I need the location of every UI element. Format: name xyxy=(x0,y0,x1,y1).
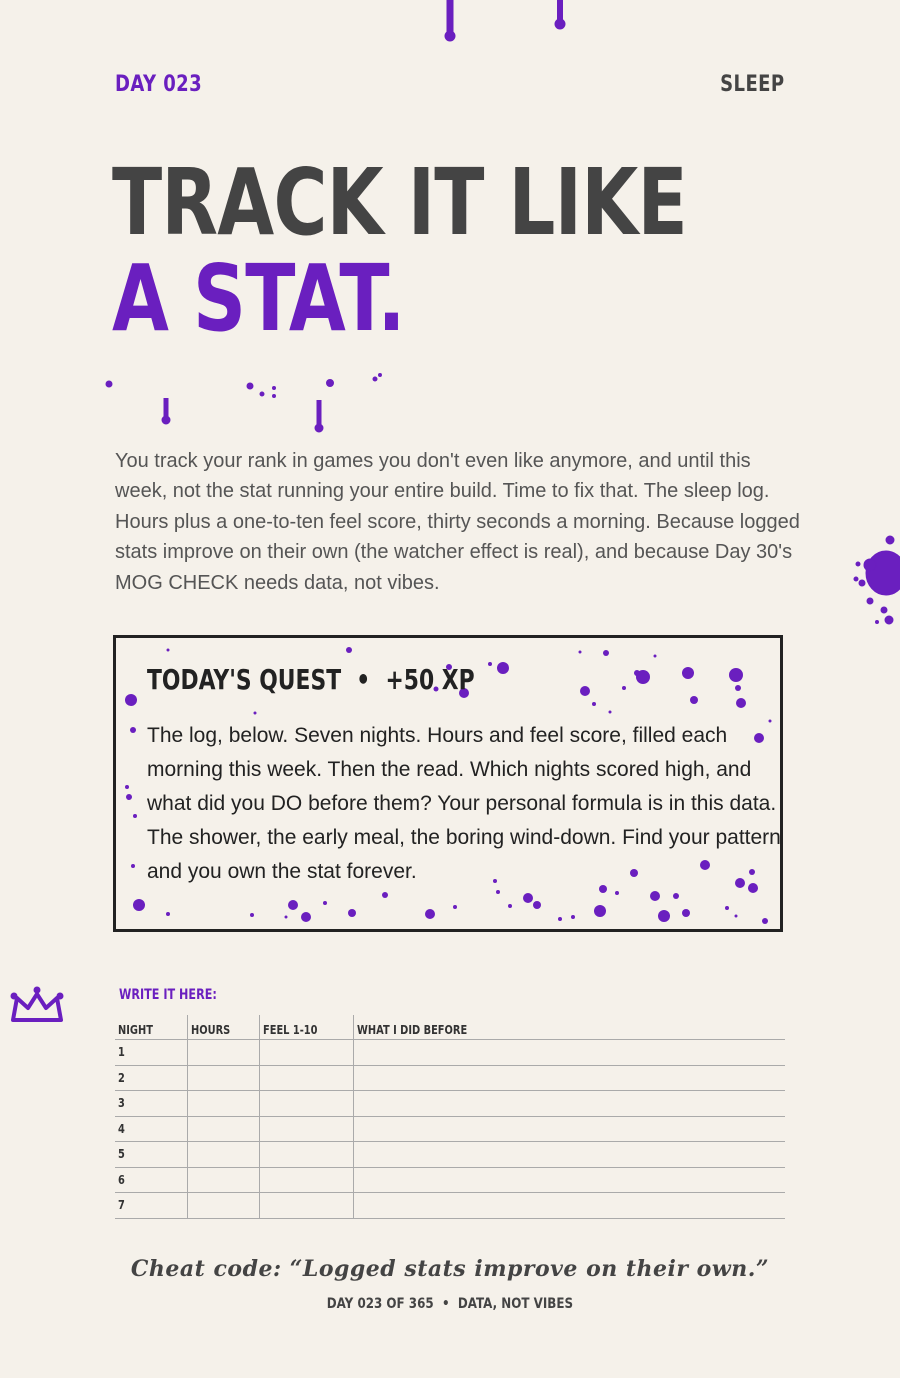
table-row xyxy=(115,1193,785,1219)
cheat-code-quote: Cheat code: “Logged stats improve on their own.” xyxy=(130,1256,770,1282)
log-heading: WRITE IT HERE: xyxy=(119,987,217,1003)
night-number: 2 xyxy=(115,1065,187,1091)
table-row xyxy=(115,1040,785,1066)
footer-text: DAY 023 OF 365 • DATA, NOT VIBES xyxy=(326,1296,574,1312)
night-number: 6 xyxy=(115,1167,187,1193)
notes-cell[interactable] xyxy=(353,1193,785,1219)
quest-body: The log, below. Seven nights. Hours and feel score, filled each morning this week. Then the read. Which nights scored high, and what did you DO before them? Your personal formula is in this data. The shower, the early meal, the boring wind-down. Find your pattern and you own the stat forever. xyxy=(147,724,781,883)
hours-cell[interactable] xyxy=(187,1040,259,1066)
hours-cell[interactable] xyxy=(187,1116,259,1142)
table-row xyxy=(115,1116,785,1142)
table-row xyxy=(115,1065,785,1091)
notes-cell[interactable] xyxy=(353,1116,785,1142)
page-title-line-1: TRACK IT LIKE xyxy=(112,149,687,256)
footer-caption xyxy=(0,1296,900,1312)
feel-cell[interactable] xyxy=(259,1065,353,1091)
hours-cell[interactable] xyxy=(187,1091,259,1117)
notes-cell[interactable] xyxy=(353,1040,785,1066)
feel-cell[interactable] xyxy=(259,1167,353,1193)
feel-cell[interactable] xyxy=(259,1116,353,1142)
night-number: 3 xyxy=(115,1091,187,1117)
table-header-row xyxy=(115,1015,785,1040)
day-label: DAY 023 xyxy=(115,72,203,97)
feel-cell[interactable] xyxy=(259,1091,353,1117)
table-row xyxy=(115,1091,785,1117)
feel-cell[interactable] xyxy=(259,1193,353,1219)
notes-cell[interactable] xyxy=(353,1065,785,1091)
feel-cell[interactable] xyxy=(259,1040,353,1066)
table-row xyxy=(115,1167,785,1193)
night-number: 5 xyxy=(115,1142,187,1168)
notes-cell[interactable] xyxy=(353,1142,785,1168)
night-number: 4 xyxy=(115,1116,187,1142)
hours-cell[interactable] xyxy=(187,1142,259,1168)
column-header-night: NIGHT xyxy=(115,1015,187,1040)
notes-cell[interactable] xyxy=(353,1091,785,1117)
column-header-feel: FEEL 1-10 xyxy=(259,1015,353,1040)
column-header-hours: HOURS xyxy=(187,1015,259,1040)
feel-cell[interactable] xyxy=(259,1142,353,1168)
crown-icon xyxy=(8,984,66,1026)
sleep-log-table xyxy=(115,1015,785,1219)
hours-cell[interactable] xyxy=(187,1065,259,1091)
topic-label: SLEEP xyxy=(720,72,785,97)
hours-cell[interactable] xyxy=(187,1167,259,1193)
quest-title: TODAY'S QUEST • +50 XP xyxy=(147,663,475,696)
page-title-line-2: A STAT. xyxy=(112,245,405,352)
table-row xyxy=(115,1142,785,1168)
hours-cell[interactable] xyxy=(187,1193,259,1219)
intro-paragraph: You track your rank in games you don't even like anymore, and until this week, not the stat running your entire build. Time to fix that. The sleep log. Hours plus a one-to-ten feel score, thirty seconds a morning. Because logged stats improve on their own (the watcher effect is real), and because Day 30's MOG CHECK needs data, not vibes. xyxy=(115,450,800,594)
night-number: 1 xyxy=(115,1040,187,1066)
night-number: 7 xyxy=(115,1193,187,1219)
notes-cell[interactable] xyxy=(353,1167,785,1193)
column-header-what-i-did: WHAT I DID BEFORE xyxy=(353,1015,785,1040)
